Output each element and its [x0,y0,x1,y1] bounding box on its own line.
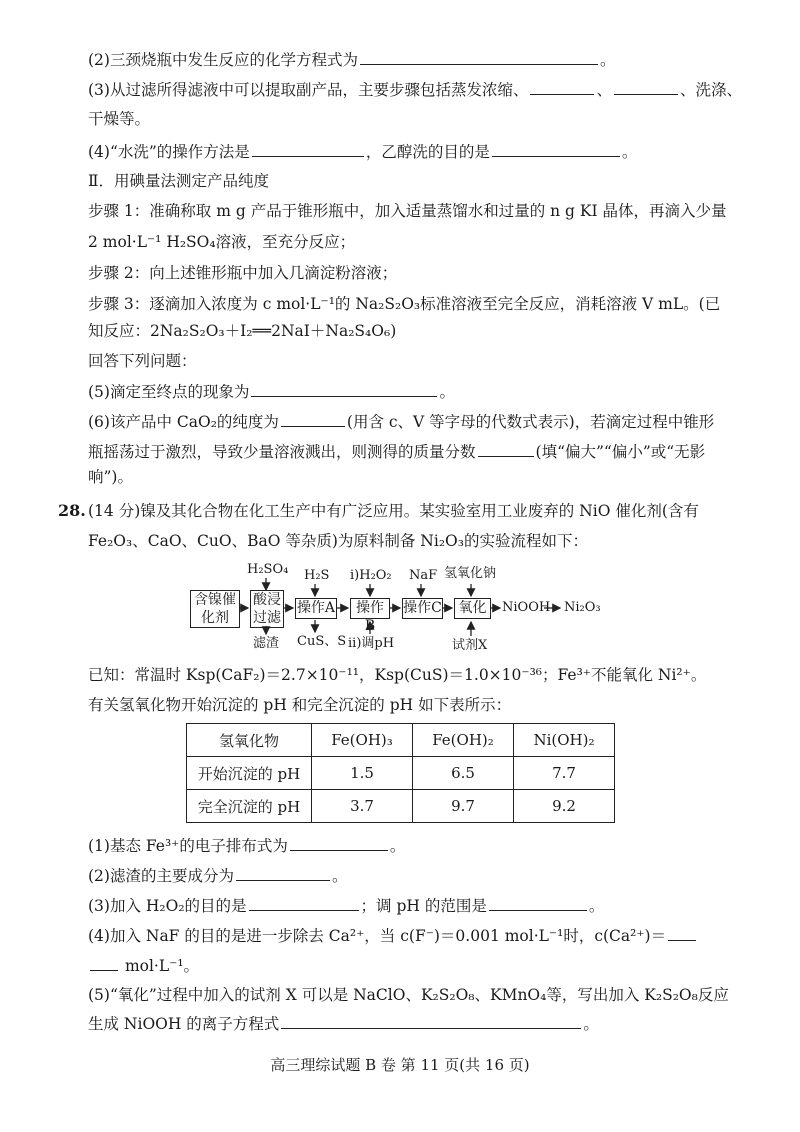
question-3-line: (3)从过滤所得滤液中可以提取副产品，主要步骤包括蒸发浓缩、 、 、洗涤、 [88,78,742,101]
step-2-line: 步骤 2：向上述锥形瓶中加入几滴淀粉溶液； [88,264,398,282]
flow-box-acid-leach: 酸浸过滤 [250,590,284,628]
product-ni2o3-label: Ni₂O₃ [564,600,601,615]
known-conditions: 已知：常温时 Ksp(CaF₂)＝2.7×10⁻¹¹，Ksp(CuS)＝1.0×10⁻³⁶；Fe³⁺不能氧化 Ni²⁺。 [88,666,707,684]
reagent-naoh-label: 氢氧化钠 [444,566,497,581]
table-header-cell: Ni(OH)₂ [514,724,615,757]
table-header-cell: Fe(OH)₂ [413,724,514,757]
reagent-h2s-label: H₂S [304,568,330,583]
section-2-heading: Ⅱ．用碘量法测定产品纯度 [88,172,270,190]
question-28-stem-continued: Fe₂O₃、CaO、CuO、BaO 等杂质)为原料制备 Ni₂O₃的实验流程如下： [88,532,588,550]
table-cell: 3.7 [312,790,413,823]
table-cell: 完全沉淀的 pH [187,790,312,823]
part-1-line: (1)基态 Fe³⁺的电子排布式为 。 [88,834,405,857]
table-header-row [187,724,615,757]
answer-blank [290,834,388,851]
step-1-line: 步骤 1：准确称取 m g 产品于锥形瓶中，加入适量蒸馏水和过量的 n g KI 晶体，再滴入少量 [88,202,727,220]
table-cell: 9.7 [413,790,514,823]
question-6-line: (6)该产品中 CaO₂的纯度为 (用含 c、V 等字母的代数式表示)，若滴定过程中锥形 [88,410,714,433]
question-28-stem: (14 分)镍及其化合物在化工生产中有广泛应用。某实验室用工业废弃的 NiO 催化剂(含有 [88,502,699,520]
answer-blank [489,894,587,911]
precipitate-cus-label: CuS、S [297,634,347,649]
question-6-end: 响”)。 [88,468,133,486]
table-cell: 开始沉淀的 pH [187,757,312,790]
table-row [187,790,615,823]
flow-box-operation-c: 操作C [402,598,443,619]
step-3-line: 步骤 3：逐滴加入浓度为 c mol·L⁻¹的 Na₂S₂O₃标准溶液至完全反应，消耗溶液 V mL。(已 [88,295,721,313]
table-cell: 9.2 [514,790,615,823]
product-niooh-label: NiOOH [502,600,551,615]
reagent-x-label: 试剂X [452,638,488,653]
table-header-cell: Fe(OH)₃ [312,724,413,757]
question-6-continued: 瓶摇荡过于激烈，导致少量溶液溅出，则测得的质量分数 (填“偏大”“偏小”或“无影 [88,440,705,463]
residue-label: 滤渣 [253,636,280,651]
question-28-number: 28. [58,501,86,520]
part-4-continued: mol·L⁻¹。 [88,954,199,977]
question-5-line: (5)滴定至终点的现象为 。 [88,380,455,403]
answer-blank [668,924,696,941]
part-4-line: (4)加入 NaF 的目的是进一步除去 Ca²⁺，当 c(F⁻)＝0.001 mol·L⁻¹时，c(Ca²⁺)＝ [88,924,698,947]
table-intro: 有关氢氧化物开始沉淀的 pH 和完全沉淀的 pH 如下表所示： [88,696,512,714]
reagent-naf-label: NaF [409,568,438,583]
question-4-line: (4)“水洗”的操作方法是 ，乙醇洗的目的是 。 [88,140,637,163]
part-5-line: (5)“氧化”过程中加入的试剂 X 可以是 NaClO、K₂S₂O₈、KMnO₄等，写出加入 K₂S₂O₈反应 [88,986,729,1004]
reagent-h2o2-label: i)H₂O₂ [350,568,392,583]
answer-blank [236,864,330,881]
step-3-continued: 知反应：2Na₂S₂O₃＋I₂══2NaI＋Na₂S₄O₆) [88,322,397,340]
page-footer: 高三理综试题 B 卷 第 11 页(共 16 页) [270,1056,530,1074]
part-5-continued: 生成 NiOOH 的离子方程式 。 [88,1012,599,1035]
answer-intro: 回答下列问题： [88,352,197,370]
step-1-continued: 2 mol·L⁻¹ H₂SO₄溶液，至充分反应； [88,233,356,251]
reagent-h2so4-label: H₂SO₄ [247,562,289,577]
adjust-ph-label: ii)调pH [348,636,395,651]
table-cell: 7.7 [514,757,615,790]
flow-box-catalyst: 含镍催化剂 [190,590,240,628]
flow-box-operation-b: 操作B [350,598,390,619]
answer-blank [249,894,359,911]
table-row [187,757,615,790]
table-header-cell: 氢氧化物 [187,724,312,757]
flow-box-operation-a: 操作A [295,598,337,619]
answer-blank [90,954,118,971]
ph-table [186,723,615,823]
flow-box-oxidation: 氧化 [454,598,491,619]
table-cell: 1.5 [312,757,413,790]
answer-blank [281,1012,581,1029]
part-3-line: (3)加入 H₂O₂的目的是 ；调 pH 的范围是 。 [88,894,604,917]
table-cell: 6.5 [413,757,514,790]
question-3-continued: 干燥等。 [88,110,151,128]
question-2-line: (2)三颈烧瓶中发生反应的化学方程式为 。 [88,48,615,71]
part-2-line: (2)滤渣的主要成分为 。 [88,864,347,887]
